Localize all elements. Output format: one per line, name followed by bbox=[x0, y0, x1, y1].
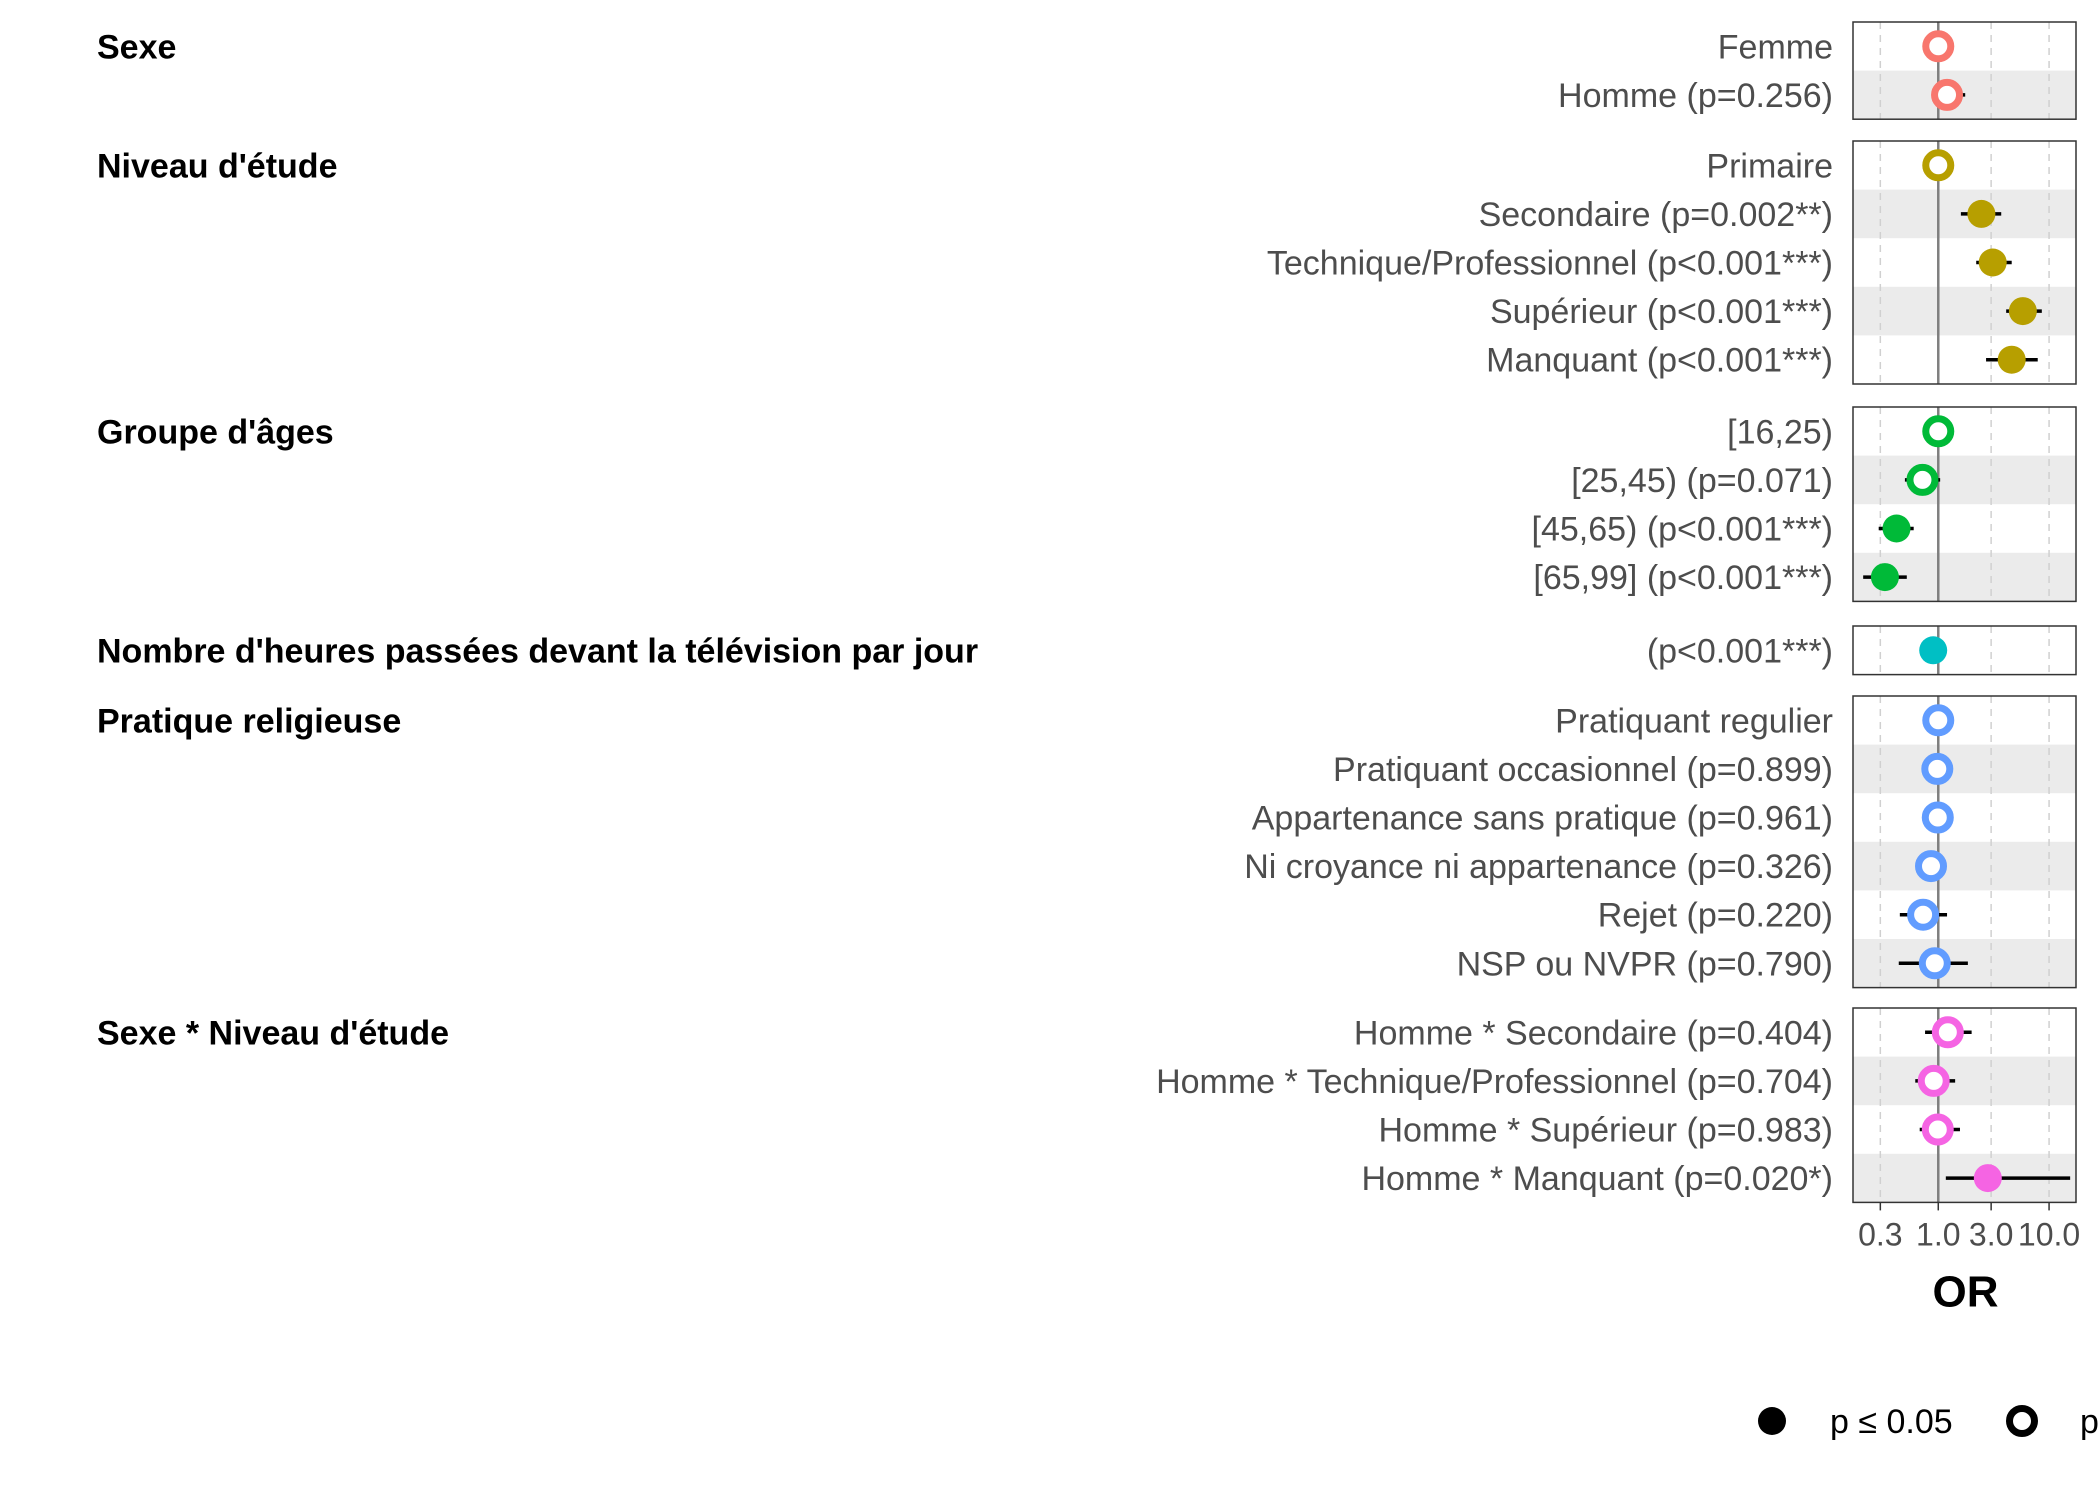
category-label: Homme * Manquant (p=0.020*) bbox=[1361, 1160, 1833, 1199]
panel-border bbox=[1853, 626, 2076, 675]
category-label: Homme * Supérieur (p=0.983) bbox=[1378, 1111, 1833, 1150]
point-estimate bbox=[1911, 902, 1936, 927]
legend-hollow-marker bbox=[2010, 1409, 2035, 1434]
panel bbox=[1853, 407, 2076, 601]
point-estimate bbox=[1922, 951, 1947, 976]
point-estimate bbox=[1910, 467, 1935, 492]
point-estimate bbox=[1974, 1164, 2002, 1192]
tick-label: 1.0 bbox=[1916, 1216, 1961, 1253]
panel bbox=[1853, 22, 2076, 119]
panel bbox=[1853, 1008, 2076, 1202]
category-label: [25,45) (p=0.071) bbox=[1571, 461, 1833, 500]
x-axis-title: OR bbox=[1932, 1267, 1999, 1317]
category-label: (p<0.001***) bbox=[1646, 632, 1833, 671]
variable-label: Sexe * Niveau d'étude bbox=[97, 1014, 450, 1053]
legend-label: p ≤ 0.05 bbox=[1830, 1403, 1953, 1441]
variable-label: Pratique religieuse bbox=[97, 702, 402, 741]
point-estimate bbox=[1935, 82, 1960, 107]
panel bbox=[1853, 141, 2076, 384]
panel bbox=[1853, 626, 2076, 675]
point-estimate bbox=[1871, 563, 1899, 591]
category-label: Femme bbox=[1717, 28, 1833, 67]
legend-filled-marker bbox=[1758, 1407, 1786, 1435]
point-estimate bbox=[1926, 419, 1951, 444]
category-label: Appartenance sans pratique (p=0.961) bbox=[1251, 799, 1833, 838]
category-label: Supérieur (p<0.001***) bbox=[1489, 293, 1833, 332]
row-band bbox=[1853, 287, 2076, 336]
point-estimate bbox=[1925, 756, 1950, 781]
category-label: Secondaire (p=0.002**) bbox=[1478, 195, 1833, 234]
variable-label: Sexe bbox=[97, 28, 177, 67]
x-axis bbox=[1858, 1202, 2080, 1316]
category-label: Pratiquant regulier bbox=[1555, 702, 1833, 741]
point-estimate bbox=[1921, 1068, 1946, 1093]
tick-label: 3.0 bbox=[1968, 1216, 2014, 1253]
category-label: NSP ou NVPR (p=0.790) bbox=[1456, 945, 1833, 984]
point-estimate bbox=[1979, 249, 2007, 277]
category-label: Ni croyance ni appartenance (p=0.326) bbox=[1244, 848, 1833, 887]
panel bbox=[1853, 696, 2076, 988]
point-estimate bbox=[2009, 297, 2037, 325]
row-band bbox=[1853, 745, 2076, 794]
tick-label: 0.3 bbox=[1858, 1216, 1903, 1253]
category-label: [65,99] (p<0.001***) bbox=[1533, 559, 1833, 598]
category-label: Homme * Technique/Professionnel (p=0.704) bbox=[1156, 1062, 1833, 1101]
row-band bbox=[1853, 1057, 2076, 1106]
category-label: Rejet (p=0.220) bbox=[1597, 896, 1833, 935]
point-estimate bbox=[1935, 1020, 1960, 1045]
category-labels bbox=[1156, 28, 1833, 1198]
point-estimate bbox=[1883, 515, 1911, 543]
panel-border bbox=[1853, 141, 2076, 384]
variable-label: Niveau d'étude bbox=[97, 147, 338, 186]
category-label: [45,65) (p<0.001***) bbox=[1531, 510, 1833, 549]
point-estimate bbox=[1926, 34, 1951, 59]
point-estimate bbox=[1919, 636, 1947, 664]
point-estimate bbox=[1926, 708, 1951, 733]
category-label: Manquant (p<0.001***) bbox=[1486, 341, 1833, 380]
category-label: [16,25) bbox=[1727, 413, 1833, 452]
point-estimate bbox=[1967, 200, 1995, 228]
row-band bbox=[1853, 456, 2076, 505]
legend-label: p bbox=[2080, 1403, 2099, 1441]
category-label: Technique/Professionnel (p<0.001***) bbox=[1266, 244, 1833, 283]
x-axis-ticks bbox=[1858, 1202, 2080, 1252]
row-band bbox=[1853, 842, 2076, 891]
tick-label: 10.0 bbox=[2017, 1216, 2081, 1253]
point-estimate bbox=[1925, 805, 1950, 830]
category-label: Homme * Secondaire (p=0.404) bbox=[1353, 1014, 1833, 1053]
point-estimate bbox=[1926, 153, 1951, 178]
variable-labels bbox=[97, 28, 978, 1052]
category-label: Homme (p=0.256) bbox=[1558, 76, 1833, 115]
category-label: Primaire bbox=[1706, 147, 1833, 186]
point-estimate bbox=[1919, 854, 1944, 879]
variable-label: Groupe d'âges bbox=[97, 413, 334, 452]
point-estimate bbox=[1998, 346, 2026, 374]
variable-label: Nombre d'heures passées devant la télévision par jour bbox=[97, 632, 979, 671]
legend bbox=[1758, 1403, 2099, 1441]
point-estimate bbox=[1925, 1117, 1950, 1142]
category-label: Pratiquant occasionnel (p=0.899) bbox=[1333, 750, 1833, 789]
panels bbox=[1853, 22, 2076, 1202]
